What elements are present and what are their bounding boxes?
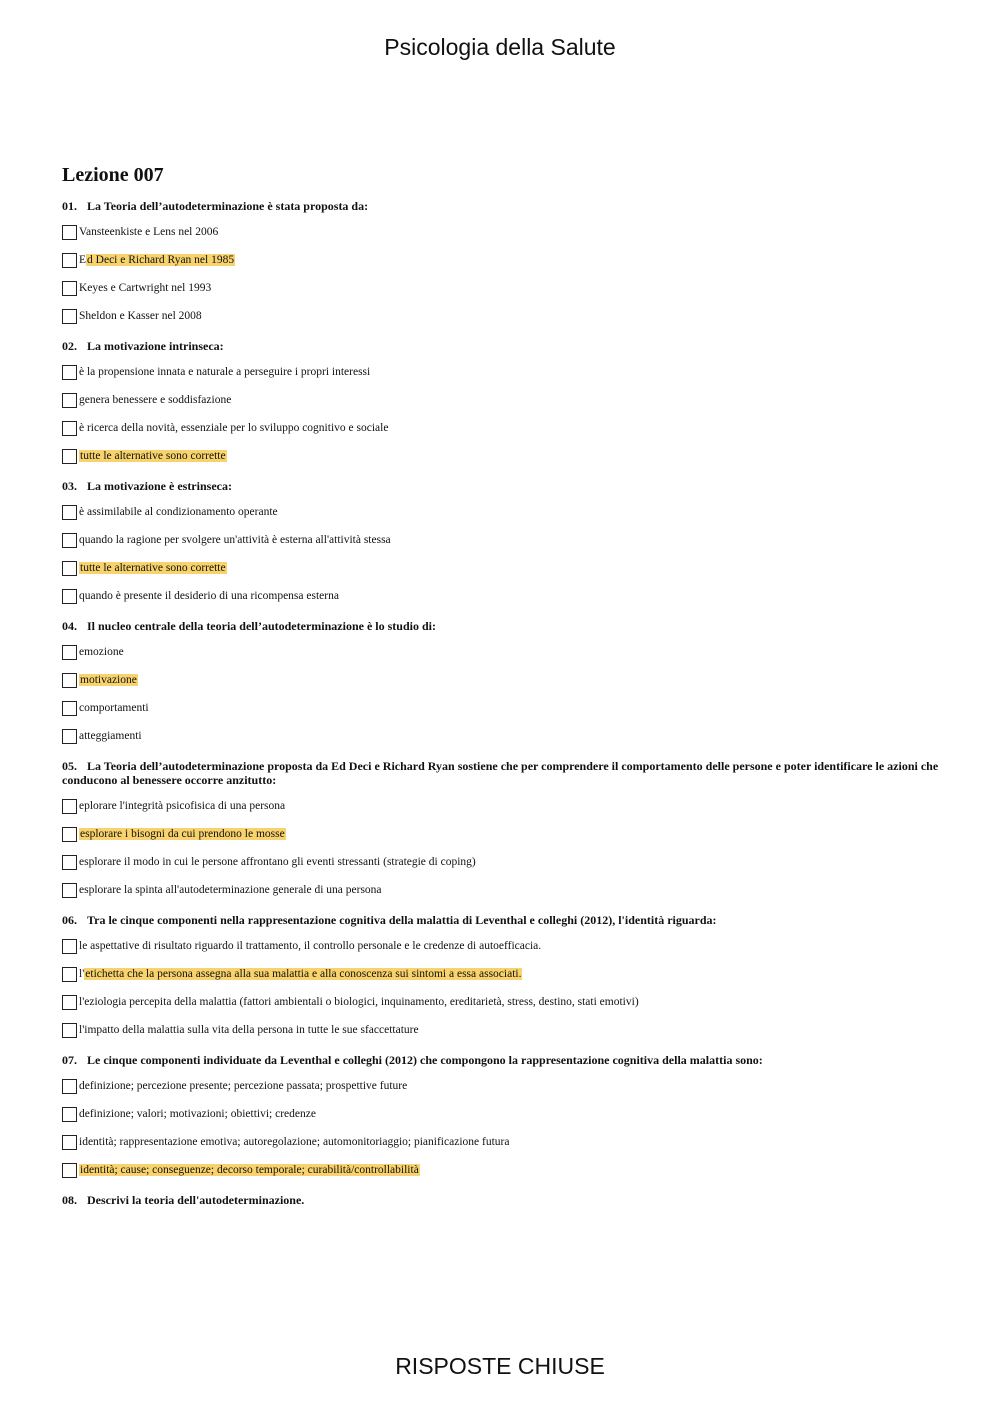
answer-option[interactable] xyxy=(62,418,942,438)
answer-label xyxy=(79,1163,420,1177)
question-number: 04. xyxy=(62,619,77,633)
question-text xyxy=(62,619,942,633)
highlighted-answer-text: esplorare i bisogni da cui prendono le mosse xyxy=(80,828,285,840)
answer-label xyxy=(79,589,339,603)
answer-option[interactable] xyxy=(62,1104,942,1124)
answer-label xyxy=(79,505,278,519)
answer-label xyxy=(79,449,227,463)
answer-label xyxy=(79,729,142,743)
answer-label xyxy=(79,995,639,1009)
answer-option[interactable] xyxy=(62,1020,942,1040)
answer-label xyxy=(79,309,202,323)
answer-text: definizione; percezione presente; percezione passata; prospettive future xyxy=(79,1080,408,1092)
answer-option[interactable] xyxy=(62,1076,942,1096)
answer-checkbox[interactable] xyxy=(62,225,77,240)
answer-option[interactable] xyxy=(62,278,942,298)
question-block xyxy=(62,339,942,466)
answer-text: esplorare la spinta all'autodeterminazione generale di una persona xyxy=(79,884,382,896)
question-text xyxy=(62,759,942,787)
answer-checkbox[interactable] xyxy=(62,799,77,814)
answer-label xyxy=(79,365,370,379)
answer-checkbox[interactable] xyxy=(62,645,77,660)
answer-checkbox[interactable] xyxy=(62,855,77,870)
highlighted-answer-text: tutte le alternative sono corrette xyxy=(80,450,226,462)
question-block xyxy=(62,619,942,746)
answer-checkbox[interactable] xyxy=(62,533,77,548)
answer-checkbox[interactable] xyxy=(62,309,77,324)
answer-text: genera benessere e soddisfazione xyxy=(79,394,232,406)
answer-checkbox[interactable] xyxy=(62,393,77,408)
question-block xyxy=(62,479,942,606)
highlighted-answer-text: d Deci e Richard Ryan nel 1985 xyxy=(87,254,235,266)
answer-option[interactable] xyxy=(62,558,942,578)
answer-text: definizione; valori; motivazioni; obiettivi; credenze xyxy=(79,1108,316,1120)
answer-checkbox[interactable] xyxy=(62,1079,77,1094)
answer-text: esplorare il modo in cui le persone affrontano gli eventi stressanti (strategie di coping) xyxy=(79,856,476,868)
question-block xyxy=(62,759,942,900)
page-footer-label: RISPOSTE CHIUSE xyxy=(395,1353,605,1379)
question-prompt: La motivazione è estrinseca: xyxy=(87,479,232,493)
answer-checkbox[interactable] xyxy=(62,995,77,1010)
answer-option[interactable] xyxy=(62,250,942,270)
answer-checkbox[interactable] xyxy=(62,1163,77,1178)
answer-option[interactable] xyxy=(62,222,942,242)
question-prompt: Le cinque componenti individuate da Leventhal e colleghi (2012) che compongono la rappresentazione cognitiva della malattia sono: xyxy=(87,1053,763,1067)
answer-label xyxy=(79,855,476,869)
answer-text: emozione xyxy=(79,646,124,658)
answer-label xyxy=(79,225,218,239)
answer-checkbox[interactable] xyxy=(62,1135,77,1150)
answer-label xyxy=(79,533,391,547)
answer-prefix: E xyxy=(79,254,87,266)
answer-label xyxy=(79,799,285,813)
highlighted-answer-text: motivazione xyxy=(80,674,137,686)
answer-text: è la propensione innata e naturale a perseguire i propri interessi xyxy=(79,366,371,378)
answer-label xyxy=(79,253,235,267)
answer-checkbox[interactable] xyxy=(62,281,77,296)
answer-label xyxy=(79,393,231,407)
answer-label xyxy=(79,1023,419,1037)
question-number: 02. xyxy=(62,339,77,353)
answer-checkbox[interactable] xyxy=(62,1023,77,1038)
question-number: 08. xyxy=(62,1193,77,1207)
answer-option[interactable] xyxy=(62,530,942,550)
question-text xyxy=(62,1193,942,1207)
answer-prefix: l' xyxy=(79,968,85,980)
answer-text: è assimilabile al condizionamento operante xyxy=(79,506,278,518)
question-number: 06. xyxy=(62,913,77,927)
answer-text: l'eziologia percepita della malattia (fattori ambientali o biologici, inquinamento, ereditarietà, stress, destino, stati emotivi) xyxy=(79,996,639,1008)
question-prompt: Descrivi la teoria dell'autodeterminazione. xyxy=(87,1193,305,1207)
answer-checkbox[interactable] xyxy=(62,883,77,898)
answer-text: identità; rappresentazione emotiva; autoregolazione; automonitoriaggio; pianificazione futura xyxy=(79,1136,510,1148)
answer-label xyxy=(79,701,149,715)
answer-text: comportamenti xyxy=(79,702,149,714)
answer-label xyxy=(79,673,138,687)
question-list xyxy=(62,196,942,1220)
answer-text: le aspettative di risultato riguardo il trattamento, il controllo personale e le credenze di autoefficacia. xyxy=(79,940,542,952)
answer-checkbox[interactable] xyxy=(62,827,77,842)
answer-label xyxy=(79,421,388,435)
question-text xyxy=(62,199,942,213)
answer-option[interactable] xyxy=(62,698,942,718)
highlighted-answer-text: identità; cause; conseguenze; decorso temporale; curabilità/controllabilità xyxy=(80,1164,419,1176)
highlighted-answer-text: tutte le alternative sono corrette xyxy=(80,562,226,574)
answer-option[interactable] xyxy=(62,852,942,872)
answer-text: l'impatto della malattia sulla vita della persona in tutte le sue sfaccettature xyxy=(79,1024,419,1036)
question-prompt: La Teoria dell’autodeterminazione è stata proposta da: xyxy=(87,199,369,213)
lesson-title: Lezione 007 xyxy=(62,164,164,186)
answer-text: quando è presente il desiderio di una ricompensa esterna xyxy=(79,590,339,602)
answer-option[interactable] xyxy=(62,306,942,326)
question-prompt: La motivazione intrinseca: xyxy=(87,339,224,353)
answer-option[interactable] xyxy=(62,964,942,984)
answer-option[interactable] xyxy=(62,992,942,1012)
answer-option[interactable] xyxy=(62,390,942,410)
answer-option[interactable] xyxy=(62,1132,942,1152)
answer-checkbox[interactable] xyxy=(62,365,77,380)
answer-checkbox[interactable] xyxy=(62,673,77,688)
answer-checkbox[interactable] xyxy=(62,729,77,744)
question-prompt: La Teoria dell’autodeterminazione proposta da Ed Deci e Richard Ryan sostiene che per comprendere il comportamento delle persone e poter identificare le azioni che conducono al benessere occorre anzitutto: xyxy=(62,759,939,787)
answer-label xyxy=(79,645,124,659)
answer-text: Keyes e Cartwright nel 1993 xyxy=(79,282,212,294)
answer-option[interactable] xyxy=(62,670,942,690)
answer-option[interactable] xyxy=(62,586,942,606)
answer-text: atteggiamenti xyxy=(79,730,142,742)
answer-option[interactable] xyxy=(62,446,942,466)
page-header-title: Psicologia della Salute xyxy=(384,34,616,60)
answer-option[interactable] xyxy=(62,642,942,662)
question-block xyxy=(62,1193,942,1207)
answer-label xyxy=(79,1135,509,1149)
answer-checkbox[interactable] xyxy=(62,253,77,268)
answer-option[interactable] xyxy=(62,1160,942,1180)
answer-option[interactable] xyxy=(62,824,942,844)
answer-checkbox[interactable] xyxy=(62,967,77,982)
answer-label xyxy=(79,1079,407,1093)
question-block xyxy=(62,913,942,1040)
answer-checkbox[interactable] xyxy=(62,589,77,604)
question-text xyxy=(62,479,942,493)
answer-option[interactable] xyxy=(62,880,942,900)
answer-text: Sheldon e Kasser nel 2008 xyxy=(79,310,202,322)
question-number: 07. xyxy=(62,1053,77,1067)
highlighted-answer-text: etichetta che la persona assegna alla sua malattia e alla conoscenza sui sintomi a essa associati. xyxy=(85,968,522,980)
question-number: 03. xyxy=(62,479,77,493)
answer-option[interactable] xyxy=(62,796,942,816)
question-prompt: Tra le cinque componenti nella rappresentazione cognitiva della malattia di Leventhal e colleghi (2012), l'identità riguarda: xyxy=(87,913,717,927)
question-number: 05. xyxy=(62,759,77,773)
answer-label xyxy=(79,883,382,897)
answer-checkbox[interactable] xyxy=(62,939,77,954)
answer-text: Vansteenkiste e Lens nel 2006 xyxy=(79,226,219,238)
answer-text: eplorare l'integrità psicofisica di una persona xyxy=(79,800,286,812)
question-block xyxy=(62,1053,942,1180)
answer-checkbox[interactable] xyxy=(62,421,77,436)
answer-text: è ricerca della novità, essenziale per lo sviluppo cognitivo e sociale xyxy=(79,422,389,434)
answer-checkbox[interactable] xyxy=(62,701,77,716)
answer-label xyxy=(79,939,541,953)
answer-text: quando la ragione per svolgere un'attività è esterna all'attività stessa xyxy=(79,534,391,546)
answer-checkbox[interactable] xyxy=(62,561,77,576)
answer-checkbox[interactable] xyxy=(62,449,77,464)
question-number: 01. xyxy=(62,199,77,213)
answer-label xyxy=(79,967,522,981)
question-prompt: Il nucleo centrale della teoria dell’autodeterminazione è lo studio di: xyxy=(87,619,436,633)
question-block xyxy=(62,199,942,326)
answer-option[interactable] xyxy=(62,362,942,382)
answer-label xyxy=(79,1107,316,1121)
question-text xyxy=(62,913,942,927)
answer-label xyxy=(79,827,286,841)
question-text xyxy=(62,339,942,353)
answer-checkbox[interactable] xyxy=(62,1107,77,1122)
answer-option[interactable] xyxy=(62,502,942,522)
answer-option[interactable] xyxy=(62,936,942,956)
answer-label xyxy=(79,281,211,295)
answer-checkbox[interactable] xyxy=(62,505,77,520)
answer-option[interactable] xyxy=(62,726,942,746)
answer-label xyxy=(79,561,227,575)
question-text xyxy=(62,1053,942,1067)
